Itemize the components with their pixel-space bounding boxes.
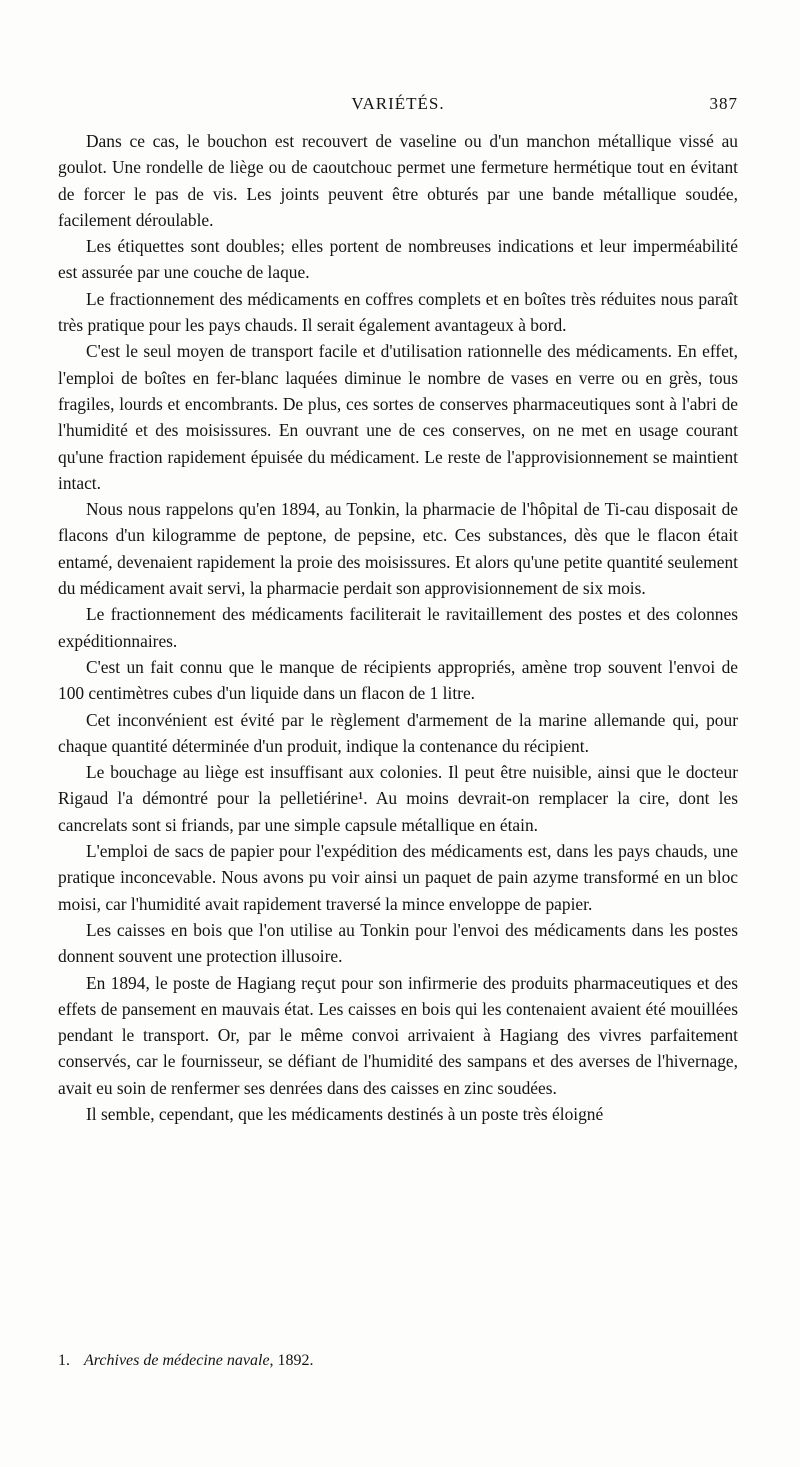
paragraph: Dans ce cas, le bouchon est recouvert de vaseline ou d'un manchon métallique vissé au goulot. Une rondelle de liège ou de caoutchouc permet une fermeture hermétique tout en évitant de forcer le pas de vis. Les joints peuvent être obturés par une bande métallique soudée, facilement déroulable. — [58, 131, 738, 230]
paragraph: C'est le seul moyen de transport facile et d'utilisation rationnelle des médicaments. En effet, l'emploi de boîtes en fer-blanc laquées diminue le nombre de vases en verre ou en grès, tous fragiles, lourds et encombrants. De plus, ces sortes de conserves pharmaceutiques sont à l'abri de l'humidité et des moisissures. En ouvrant une de ces conserves, on ne met en usage courant qu'une fraction rapidement épuisée du médicament. Le reste de l'approvisionnement se maintient intact. — [58, 341, 738, 493]
body-text — [58, 128, 738, 1127]
paragraph: Le bouchage au liège est insuffisant aux colonies. Il peut être nuisible, ainsi que le docteur Rigaud l'a démontré pour la pelletiérine¹. Au moins devrait-on remplacer la cire, dont les cancrelats sont si friands, par une simple capsule métallique en étain. — [58, 762, 738, 835]
footnote-number: 1. — [58, 1352, 70, 1369]
footnote-year: , 1892. — [269, 1352, 314, 1369]
paragraph: Cet inconvénient est évité par le règlement d'armement de la marine allemande qui, pour chaque quantité déterminée d'un produit, indique la contenance du récipient. — [58, 709, 738, 756]
paragraph: Les caisses en bois que l'on utilise au Tonkin pour l'envoi des médicaments dans les postes donnent souvent une protection illusoire. — [58, 919, 738, 967]
page-number: 387 — [709, 94, 738, 113]
footnote-source: Archives de médecine navale — [84, 1352, 270, 1369]
paragraph: En 1894, le poste de Hagiang reçut pour son infirmerie des produits pharmaceutiques et des effets de pansement en mauvais état. Les caisses en bois qui les contenaient avaient été mouillées pendant le transport. Or, par le même convoi arrivaient à Hagiang des vivres parfaitement conservés, car le fournisseur, se défiant de l'humidité des sampans et des averses de l'hivernage, avait eu soin de renfermer ses denrées dans des caisses en zinc soudées. — [58, 972, 738, 1098]
paragraph: Nous nous rappelons qu'en 1894, au Tonkin, la pharmacie de l'hôpital de Ti-cau disposait de flacons d'un kilogramme de peptone, de pepsine, etc. Ces substances, dès que le flacon était entamé, devenaient rapidement la proie des moisissures. Et alors qu'une petite quantité seulement du médicament avait servi, la pharmacie perdait son approvisionnement de six mois. — [58, 499, 738, 599]
paragraph: C'est un fait connu que le manque de récipients appropriés, amène trop souvent l'envoi de 100 centimètres cubes d'un liquide dans un flacon de 1 litre. — [58, 656, 738, 704]
paragraph: L'emploi de sacs de papier pour l'expédition des médicaments est, dans les pays chauds, une pratique inconcevable. Nous avons pu voir ainsi un paquet de pain azyme transformé en un bloc moisi, car l'humidité avait rapidement traversé la mince enveloppe de papier. — [58, 841, 738, 914]
paragraph: Le fractionnement des médicaments en coffres complets et en boîtes très réduites nous paraît très pratique pour les pays chauds. Il serait également avantageux à bord. — [58, 288, 738, 336]
section-title: VARIÉTÉS. — [351, 94, 445, 113]
paragraph: Les étiquettes sont doubles; elles portent de nombreuses indications et leur imperméabilité est assurée par une couche de laque. — [58, 236, 738, 283]
paragraph: Il semble, cependant, que les médicaments destinés à un poste très éloigné — [86, 1103, 604, 1124]
paragraph: Le fractionnement des médicaments faciliterait le ravitaillement des postes et des colonnes expéditionnaires. — [58, 604, 738, 651]
footnote — [58, 1350, 738, 1372]
running-header — [58, 94, 738, 120]
